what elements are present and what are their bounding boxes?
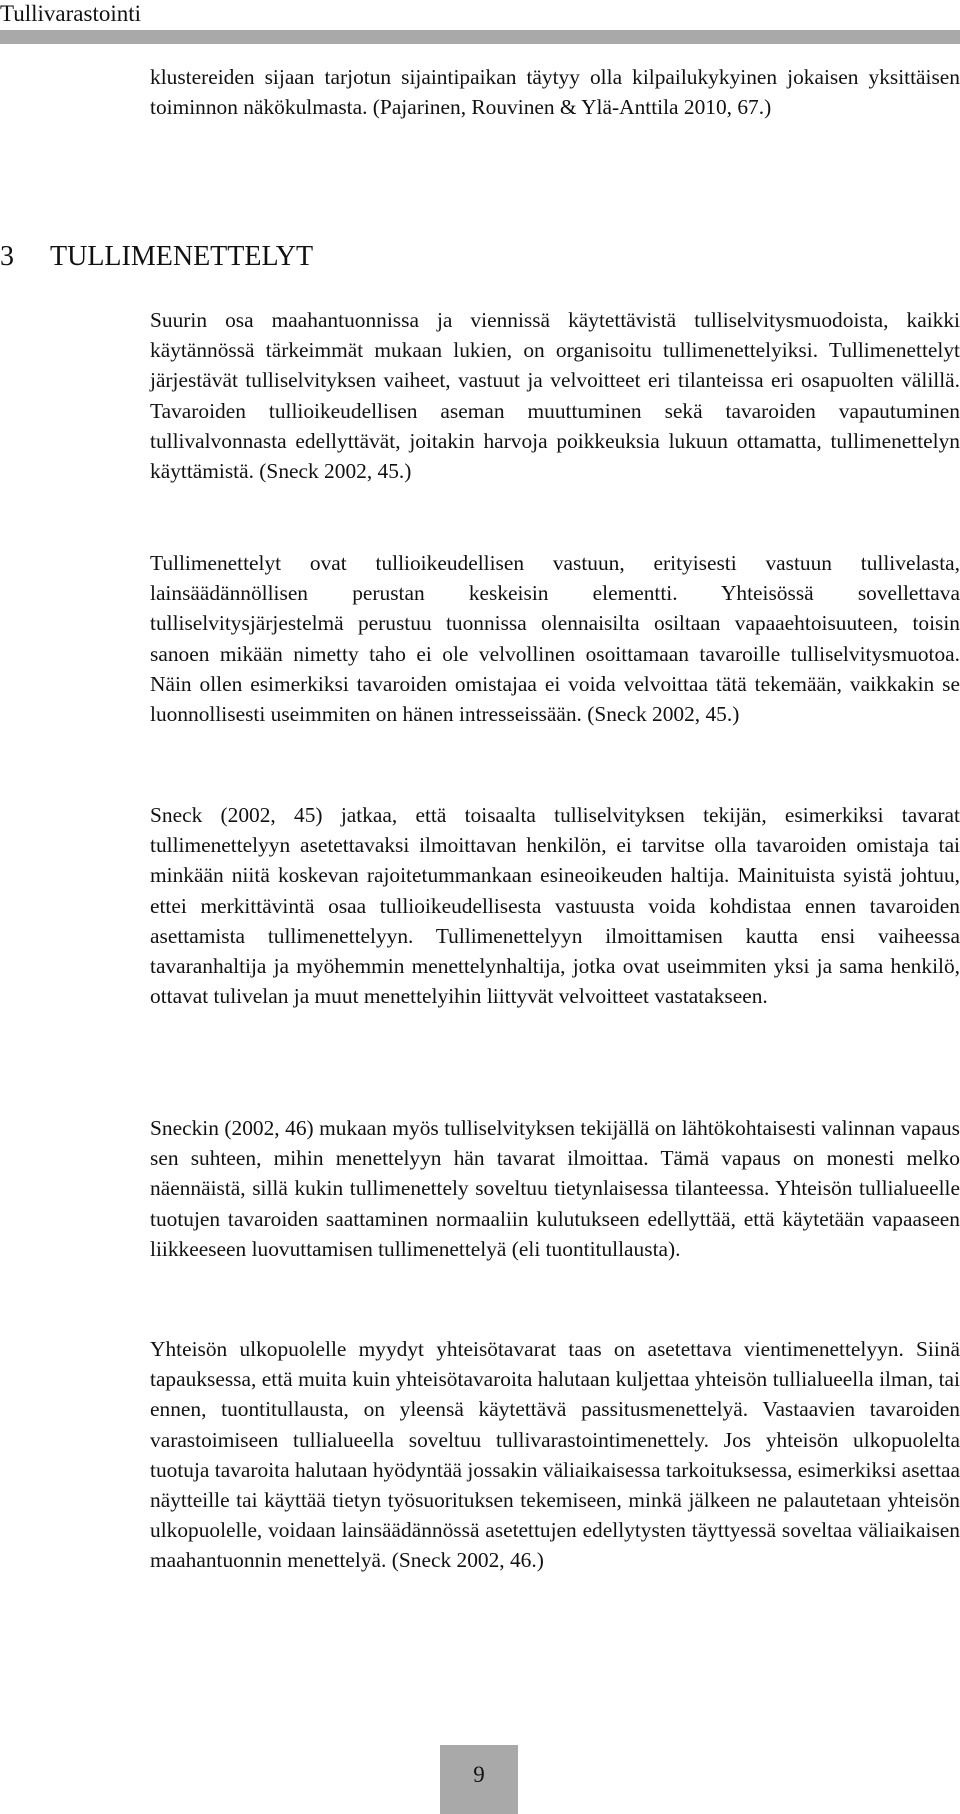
paragraph-1: klustereiden sijaan tarjotun sijaintipaikan täytyy olla kilpailukykyinen jokaisen yksittäisen toiminnon näkökulmasta. (Pajarinen, Rouvinen & Ylä-Anttila 2010, 67.) xyxy=(150,65,960,120)
paragraph-6: Yhteisön ulkopuolelle myydyt yhteisötavarat taas on asetettava vientimenettelyyn. Siinä tapauksessa, että muita kuin yhteisötavaroita halutaan kuljettaa yhteisön tullialueella ilman, tai ennen, tuontitullausta, on yleensä käytettävä passitusmenettelyä. Vastaavien tavaroiden varastoimiseen tullialueella soveltuu tullivarastointimenettely. Jos yhteisön ulkopuolelta tuotuja tavaroita halutaan hyödyntää jossakin väliaikaisessa tarkoituksessa, esimerkiksi asettaa näytteille tai käyttää tietyn työsuorituksen tekemiseen, minkä jälkeen ne palautetaan yhteisön ulkopuolelle, voidaan lainsäädännössä asetettujen edellytysten täyttyessä soveltaa väliaikaisen maahantuonnin menettelyä. (Sneck 2002, 46.) xyxy=(150,1337,960,1573)
paragraph-5: Sneckin (2002, 46) mukaan myös tulliselvityksen tekijällä on lähtökohtaisesti valinnan vapaus sen suhteen, mihin menettelyyn hän tavarat ilmoittaa. Tämä vapaus on monesti melko näennäistä, sillä kukin tullimenettely soveltuu tietynlaisessa tilanteessa. Yhteisön tullialueelle tuotujen tavaroiden saattaminen normaaliin kulutukseen edellyttää, että käytetään vapaaseen liikkeeseen luovuttamisen tullimenettelyä (eli tuontitullausta). xyxy=(150,1116,960,1261)
page-number: 9 xyxy=(473,1762,485,1787)
running-header-title: Tullivarastointi xyxy=(0,1,141,26)
paragraph-4: Sneck (2002, 45) jatkaa, että toisaalta tulliselvityksen tekijän, esimerkiksi tavarat tullimenettelyyn asetettavaksi ilmoittavan henkilön, ei tarvitse olla tavaroiden omistaja tai minkään niitä koskevan rajoitetummankaan esineoikeuden haltija. Mainituista syistä johtuu, ettei merkittävintä osaa tullioikeudellisesta vastuusta voida kohdistaa ennen tavaroiden asettamista tullimenettelyyn. Tullimenettelyyn ilmoittamisen kautta ensi vaiheessa tavaranhaltija ja myöhemmin menettelynhaltija, jotka ovat useimmiten yksi ja sama henkilö, ottavat tulivelan ja muut menettelyihin liittyvät velvoitteet vastatakseen. xyxy=(150,803,960,1009)
section-number: 3 xyxy=(0,241,14,272)
section-heading xyxy=(0,240,313,274)
page-number-box xyxy=(440,1745,518,1814)
section-title: TULLIMENETTELYT xyxy=(50,241,314,272)
header-rule xyxy=(0,30,960,44)
running-header xyxy=(0,0,960,44)
paragraph-3: Tullimenettelyt ovat tullioikeudellisen vastuun, erityisesti vastuun tullivelasta, lainsäädännöllisen perustan keskeisin elementti. Yhteisössä sovellettava tulliselvitysjärjestelmä perustuu tuonnissa olennaisilta osiltaan vapaaehtoisuuteen, toisin sanoen mikään nimetty taho ei ole velvollinen osoittamaan tavaroille tulliselvitysmuotoa. Näin ollen esimerkiksi tavaroiden omistajaa ei voida velvoittaa tätä tekemään, vaikkakin se luonnollisesti useimmiten on hänen intresseissään. (Sneck 2002, 45.) xyxy=(150,551,960,727)
paragraph-2: Suurin osa maahantuonnissa ja viennissä käytettävistä tulliselvitysmuodoista, kaikki käytännössä tärkeimmät mukaan lukien, on organisoitu tullimenettelyiksi. Tullimenettelyt järjestävät tulliselvityksen vaiheet, vastuut ja velvoitteet eri tilanteissa eri osapuolten välillä. Tavaroiden tullioikeudellisen aseman muuttuminen sekä tavaroiden vapautuminen tullivalvonnasta edellyttävät, joitakin harvoja poikkeuksia lukuun ottamatta, tullimenettelyn käyttämistä. (Sneck 2002, 45.) xyxy=(150,308,960,484)
